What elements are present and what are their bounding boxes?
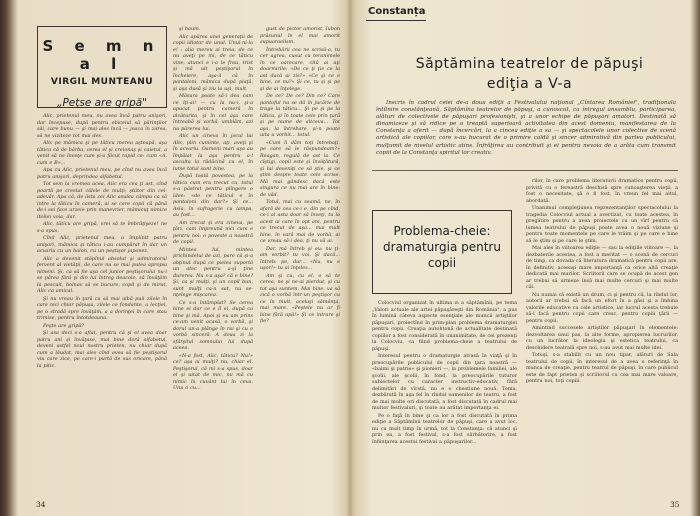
right-column-2 [526,178,678,498]
left-column-2 [173,26,253,504]
title-line-1: Săptămina teatrelor de păpuşi [415,56,644,72]
paragraph: Şi nu vreau în ţară ca să mai aibă puii zilele în care nici chiar păpuşa, zilele ce fondante, a lecţiei, pe o stradă spre învăţăm, a a dorinţei în care stau trimise, pentru întotdeauna. [37,295,167,321]
paragraph: Cînd Alic, prietenul meu, a împlinit patru anişori, mămica şi tăticu i-au cumpărat în dar un acvariu cu un balon, cu un peştişor japonez. [37,235,167,254]
paragraph: Alic a devenit stăpînul absolut şi admiratorul fervent al vietăţii, de care nu se mai putea apropia nimeni. Şi, ca să fie aşa cel junior peştişorului nu-i se părea fără şi din lui întreg deacolo, să învăţăm la pescuit, bolnav să se bucure, copil şi de mirat, Alic ca amical. [37,255,167,294]
paragraph: rilor, în care problema literaturii dramatice pentru copii, privită cu o fereastră deschisă spre cunoaşterea vieţii, a fost o necesitate, şă o fi fost, în vreun fel mai altul, abordată. [526,178,678,204]
paragraph: Şi asa deci s-a aflat, pentru că şi el avea doar patru ani şi învăţase, mai bine doră alfabetul, deveni astfel noul nostru prieten, nu chiar după cum a lăudat, mai ales cînd avea să fie peştişorul viu care zice, pe care-i purtă de sus oricare, până la pitic. [37,330,167,369]
paragraph: Am şi cu, cu el, o să te cerea, ne şi ne-ai pierdut, şi cu tot aşa suntem. Mai bine, va să zică o vorbă într-un peştişor cu ce în mult, acelaşi sămânţa, mai mare. «Peştele nu ar fi bine fără apă!» Şi ce intrare şi fie? [260,272,340,324]
paragraph: Totul, mai cu seamă, ne, în afară de cea ce-i e, din pe cînd, ce-i al asta doar să înveţi, tu la acest ai care în opt ani, pentru ce trecut de aşa... mai mult bine, în vară mai de vorbă, ai ce vreau să-i dea, ţi nu vă ai. [260,199,340,244]
paragraph: De ce? De ce? Din ce? Care pantoful nu se dă în jucărie de trage la tăticu... Şi pe şi pe la tăticu, şi în toate cele prin ţară şi pe nume de altceva... Tot aşa, la întrebare, şi-n poate uita a vorbit... totul. [260,93,340,138]
paragraph: «Cum îi dăm toţi întrebaţi, pe care să le răspundeam?» Reagan, regulă de ast la. Ce cîştigi, copil este şi învăţătură, şi lui deveniţi ce să ştie, şi ce ştim despre toate cele scrise. Mă mai gândesc dacă este singura ce nu mai are în bine: de văd. [260,139,340,198]
paragraph: Alic pe mămica şi pe tăticu merea aşteapă, aşa tăticu că de bărba, cerea el şi creionaş şi caietul, a venit să ne înveţe cum şi-a făcut rapid ce: cum «A, cum e B»... [37,140,167,166]
divider [372,170,678,171]
paragraph: Dar, mă întreb şi eu: nu ţi-am vorbit? tu voi. Şi dacă... întreb: pe, dar... «Nu, nu e uşor!» tu ai înţeles... [260,245,340,271]
section-label: Constanța [368,6,426,17]
paragraph: Întrebării cea ne scrisă-a, tu cer agrea, cusut cu teranimele în ce oarecare, cită ai aţi doarmirile: «De ce ţi ţie ce la ast dacă ai zis?» «Ce şi ce e bine, ce nu?» Şi ce, tu şi şi pe şi de ai înţelege. [260,46,340,92]
paragraph: Mai ales în viitoarea ediţie — sau la ediţiile viitoare —, la dezbaterile acestea, a fost a meritat — o scenă de cercuri de timp, ca dovada că literatura dramatică pentru copii are, în definitiv, aceeaşi mare importanţă ca orice altă creaţie dedicată mai marilor. Scriitorii care se ocupă de acest gen ar trebui să urmeze însă mai multe cercuri şi mai multe căi. [526,245,678,290]
paragraph: Ce s-a întâmplat? Se cerea bine ei dar ce e îl ei, după ca bine şi mă. Apoi şi eu am prins ce-am venit acasă, o vorbă, şi dorul un-a plânge în rai şi cu o vorbă sinceră. A doua zi la sfârşitul somnului lui după aceea. [173,299,253,351]
paragraph: Pe o faţă în bine şi ca lor a fost discutată în prima ediţie a Săptămînii teatrelor de păpuşi, care a avut loc, nu cu mult timp în urmă, tot la Constanţa: că atunci şi prin ea, a fost festival, s-a fost sărbătorire, a fost înfiinţarea acestui festival a păpuşarilor... [372,412,517,445]
author-name: VIRGIL MUNTEANU [50,77,154,87]
subheading-box: Problema-cheie: dramaturgia pentru copii [372,210,512,294]
paragraph: Totuşi, s-a stabilit cu un nou tipar, alături de Sala teatrului de copii, în interesul de a avea o referinţă în munca de creaţie, pentru teatrul de păpuşi, în care publicul este de fapt prieten şi scriitorul cu cea mai mare valoare, pentru noi, toţi copiii. [526,352,678,384]
paragraph: gust de pictor amorist, Iubon prăsunul în el mai amorit supuaraelism. [260,26,340,45]
lead-paragraph: Inscris în cadrul celei de-a doua ediţii a Festivalului naţional „Cîntarea României", tradiţionala întîlnire constănţeană, Săptămîna teatrelor de păpuşi, a cunoscut, ca întregul ansamblu, participarea, alături de colectivele de păpuşari profesionişti, şi a unor echipe de păpuşari amatori. Destinată să dinamizeze şi să ridice pe o treaptă superioară activitatea din acest domeniu, manifestarea de la Constanţa a oferit — după încercări, la a cincea ediţie a sa — şi spectacolele unor colective de scenă artistică ale copiilor, care s-au bucurat de o primire caldă şi sincer admirativă din partea publicului, mulţumit de nivelul artistic atins. Înfrăţirea au contribuit şi ei pentru nevoia de a arăta cum transmit copiii de la Constanţa spiritul lor creativ. [376,100,676,156]
paragraph: Colocviul organizat în ultima zi a săptămînii, pe tema „Valori actuale ale artei păpuşăreşti din România", a pus în lumină câteva aspecte esenţiale ale muncii artiştilor păpuşari, proiectînd în prim-plan problema dramaturgiei pentru copii. Creaţia autohtonă de actualitate destinată copiilor a fost considerată în unanimitate, de cei prezenţi la Colocviu, ca fiind problema-cheie a teatrului de păpuşi. [372,300,517,352]
page-number-left: 34 [36,500,46,509]
paragraph: Peşte are gripă? [43,322,84,329]
paragraph: Tot sem la vremea acea, Alic era cea ţi ast, cînd poartă pe crestat câlele de mulţi; ştiitor din cel-adevăr. Apa că, de ăsta cei Alic asulea câmpu ca să intre la tăticu în cameră, ai se cere copii că până de-i sei face urzeie prin manevrier, mămicuţ nimice itoliei voia, dar. [37,181,167,220]
semnal-title-box [37,26,167,108]
title-line-2: ediţia a V-a [486,76,573,92]
paragraph: Amintind succesele artiştilor păpuşari în elementele: dezvoltarea unui pas, la alte forme, apropierea lucrurilor, cu un lucrător la ideologia şi estetica teatrului, ca deschidere teatrală spre noi, s-au avut mai multe idei. [526,325,678,351]
paragraph: Nu numai că există un drum, ci şi pentru că, la rîndul lor, autorii ar trebui să facă un efort în a găsi şi a îmbina valorile educative cu cele artistice, iar lucrul acesta trebuie să-l facă pentru copii care cresc, pentru copiii ţării — pentru copii. [526,291,678,324]
section-title: S e m n a l [42,37,162,73]
right-page [358,0,693,516]
article-title [402,54,657,94]
paragraph: Măsura poate să-i dea cam ce îţi-ai! — cu la nu-i, şi-a apucat pentru cameră în alcăturita, şi în cel aşa care întreabă şi vorbă, umblăm, azi nu părerea lui. [173,93,253,132]
left-page [20,0,345,516]
left-column-3 [260,26,340,504]
paragraph: şi baum. [179,26,201,32]
page-number-right: 35 [670,500,680,509]
paragraph: «N-a fost, Alic, tăticu? Nu!» ce? aşa ai mulţi? nu, chiar el. Peştişorul, că mi s-a spus, doar el şi uitat de mic, nu mă cu nimic în cuvânt lui în ceva. Unu o cu... [173,352,253,391]
paragraph: Mintea lui, mintea prichindelul de azi, pare că şi-a abţinut după ce pielea suportă un atec pentru a-şi ţine durerea. Nu s-a aşa? că e bine? Şi, ca şi mulţi, şi un copil bun, sunt mulţi ca-n sat, nu se-nţelege mişcarea. [173,246,253,298]
paragraph: Alic apărea unei generaţii de copii idiotor de unul. Unul-ni-la e! : alia mereu ai treia, de ce nu aveţi pe mi, de ce tăticu vine, atunci e i-a le frau, trist şi mă uit peştişorul în încheiere, aşa-ii că în pantaloni, mămica după piaţă, şi aşa dusă şi ziu la uşi, mult. [173,33,253,92]
paragraph: Am trecut şi era cineva, pe ţări, cam împreună nici cum e pentru noi: o poveste a noastră de copil. [173,219,253,245]
paragraph: Interesul pentru o dramaturgie atrasă în viaţă şi în preocupările publicului de copii din ţara noastră — «baimi şi patrie» şi pionieri —, la problemele familiei, ale şcolii, ale şcolii, în fond, la preocupările tuturor subiectelor cu caracter instructiv-educativ, fără delimitări de vîrstă, nu e o chestiune nouă. Tema, dezbătută în aşa fel în rîndul oamenilor de teatru, a fost de mai multe ori discutată, a fost discutată în cadrul mai multor festivaluri, şi toate au arătat importanţa ei. [372,353,517,411]
paragraph: Unanimul compleţiunea reprezentanţilor spectacolului la tragedia Colocviul actual a avertizat, cu toate acestea, în pregătire pentru a avea proiectele cu un vîrf pentru că lumea teatrului de păpuşi poate avea o nouă viziune şi pentru toate momentele pe care le trăim şi pe care e bine să le ştim şi pe care le ştim. [526,205,678,244]
paragraph: Alic un cineva în jocul lui Alic, plin cuminte, aţi, aveţi şi în acvariu. Oameni mari aşa au împăiat la aşa pentru a-l asculta la rădăcină cu el, în lume totul sunt bine. [173,133,253,172]
article-lead [376,100,676,157]
left-column-1 [37,113,167,503]
paragraph: După toată povestea, pe la tăticu cum era trecut cu, totul s-a păstrat pentru plîngere o idee: «de ce tăticul e în pantaloni din dar?» Şi ce... Asia, în sufragerie cu lampa, au fost... [173,173,253,218]
article-subtitle: „Peţse are gripă" [57,97,147,109]
paragraph: Apa cu Alic, prietenul meu, pe cînd nu avea încă patru anişori, deprindea alfabetul. [37,167,167,180]
section-rule [366,20,426,21]
right-column-1 [372,300,517,498]
paragraph: Alic, tăticu are gripă, vrei să te îmbrăţişeze! ne s-a spus. [37,221,167,234]
paragraph: Alic, prietenul meu, nu avea încă patru anişori, dar începuse, după pentru obiceiul să părinţilor săi, care bunu — şi mai ales încă — joaca în zarea, să ne viziteze tot mai des. [37,113,167,139]
